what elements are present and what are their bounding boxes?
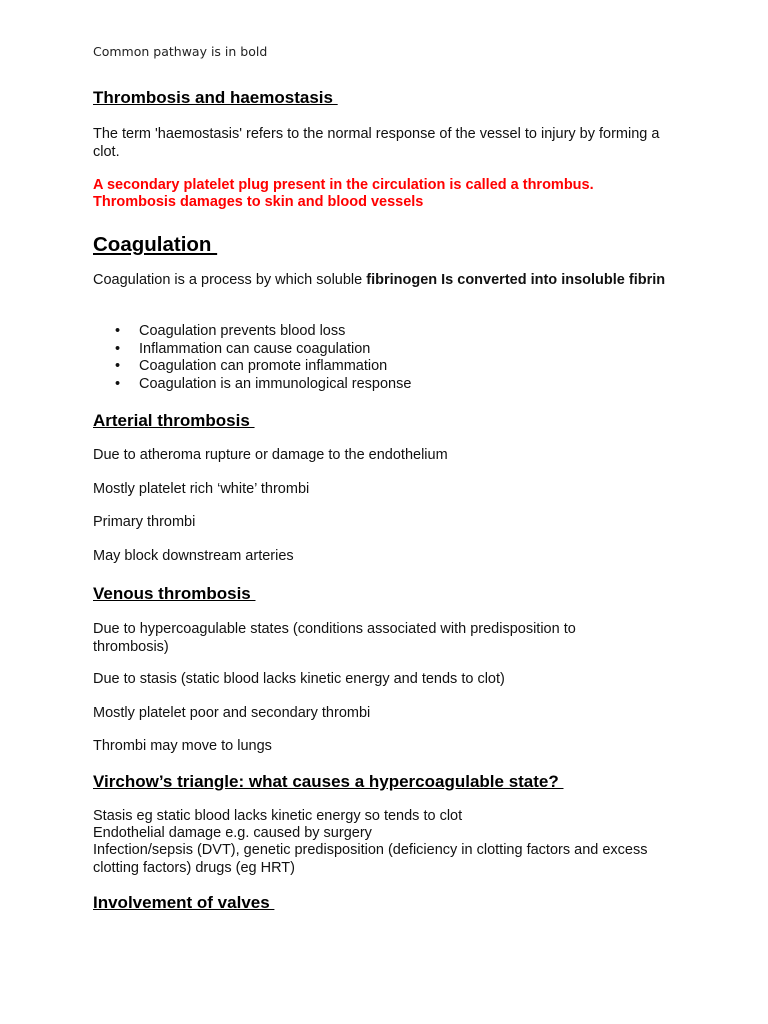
heading-virchows-triangle: Virchow’s triangle: what causes a hypercoagulable state? xyxy=(93,772,564,791)
venous-line-1: Due to hypercoagulable states (conditions associated with predisposition to thrombosis) xyxy=(93,621,576,655)
bullet-icon: • xyxy=(115,375,121,392)
coagulation-definition-bold: fibrinogen Is converted into insoluble fibrin xyxy=(366,272,666,288)
heading-coagulation: Coagulation xyxy=(93,233,218,256)
virchow-line-1: Stasis eg static blood lacks kinetic energy so tends to clot xyxy=(93,808,463,824)
heading-venous-thrombosis: Venous thrombosis xyxy=(93,584,256,603)
arterial-line-4: May block downstream arteries xyxy=(93,548,294,564)
arterial-line-3: Primary thrombi xyxy=(93,514,196,530)
coagulation-bullet-list xyxy=(93,323,411,393)
pathway-note: Common pathway is in bold xyxy=(93,44,268,59)
list-item-text: Coagulation prevents blood loss xyxy=(139,323,346,339)
heading-arterial-thrombosis: Arterial thrombosis xyxy=(93,411,255,430)
arterial-line-2: Mostly platelet rich ‘white’ thrombi xyxy=(93,481,310,497)
heading-involvement-of-valves: Involvement of valves xyxy=(93,893,275,912)
venous-line-3: Mostly platelet poor and secondary thrombi xyxy=(93,705,371,721)
bullet-icon: • xyxy=(115,340,121,357)
list-item xyxy=(93,376,411,394)
list-item-text: Coagulation can promote inflammation xyxy=(139,358,388,374)
haemostasis-definition: The term 'haemostasis' refers to the normal response of the vessel to injury by forming a clot. xyxy=(93,126,660,160)
heading-thrombosis-haemostasis: Thrombosis and haemostasis xyxy=(93,88,338,107)
virchow-line-2: Endothelial damage e.g. caused by surgery xyxy=(93,825,372,841)
thrombosis-damage-note: Thrombosis damages to skin and blood vessels xyxy=(93,194,424,210)
list-item xyxy=(93,358,411,376)
list-item xyxy=(93,323,411,341)
thrombus-definition: A secondary platelet plug present in the circulation is called a thrombus. xyxy=(93,177,594,193)
list-item xyxy=(93,341,411,359)
list-item-text: Inflammation can cause coagulation xyxy=(139,340,371,357)
virchow-line-3: Infection/sepsis (DVT), genetic predisposition (deficiency in clotting factors and excess clotting factors) drugs (eg HRT) xyxy=(93,842,648,876)
arterial-line-1: Due to atheroma rupture or damage to the endothelium xyxy=(93,447,448,463)
coagulation-definition-plain: Coagulation is a process by which soluble xyxy=(93,272,367,288)
bullet-icon: • xyxy=(115,323,121,339)
list-item-text: Coagulation is an immunological response xyxy=(139,375,412,392)
coagulation-definition xyxy=(93,272,673,290)
bullet-icon: • xyxy=(115,358,121,374)
venous-line-4: Thrombi may move to lungs xyxy=(93,738,272,754)
venous-line-2: Due to stasis (static blood lacks kinetic energy and tends to clot) xyxy=(93,671,505,687)
